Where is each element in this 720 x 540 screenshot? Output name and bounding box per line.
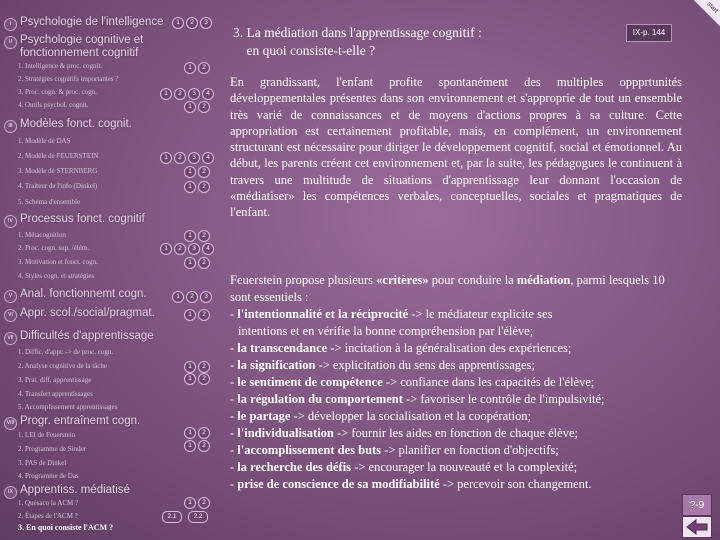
- criterion-line: [230, 408, 682, 425]
- page-button[interactable]: 2: [174, 243, 186, 255]
- criteria-list: [230, 306, 682, 493]
- criterion-line: [230, 425, 682, 442]
- nav-item[interactable]: 3. Prat. diff. apprentissage: [18, 376, 92, 384]
- nav-item[interactable]: 2. Stratégies cognitifs importantes ?: [18, 75, 119, 83]
- bold-text: «critères»: [376, 273, 429, 287]
- criterion-line: [230, 340, 682, 357]
- section-title: Difficultés d'apprentissage: [20, 330, 154, 342]
- page-button[interactable]: 2.2: [188, 511, 208, 523]
- criterion-description: intentions et en vérifie la bonne compréhension par l'élève;: [238, 324, 534, 338]
- page-button[interactable]: 1: [184, 62, 196, 74]
- criterion-name: l'intentionnalité et la réciprocité: [237, 307, 409, 321]
- criteria-block: [230, 272, 682, 493]
- section-number-badge: III: [4, 120, 17, 133]
- bold-text: médiation: [516, 273, 571, 287]
- page-title: 3. La médiation dans l'apprentissage cognitif : en quoi consiste-t-elle ?: [233, 25, 482, 58]
- text: Feuerstein propose plusieurs: [230, 273, 377, 287]
- nav-item[interactable]: 4. Outils psychol. cognit.: [18, 101, 89, 109]
- corner-label: start: [705, 0, 720, 15]
- page-button[interactable]: 2: [186, 291, 198, 303]
- nav-item[interactable]: 4. Transfert apprentissages: [18, 390, 93, 398]
- section-1-page-buttons: [172, 17, 212, 29]
- criterion-name: prise de conscience de sa modifiabilité: [237, 477, 440, 491]
- nav-section-8[interactable]: [4, 415, 140, 430]
- section-number-badge: II: [4, 36, 17, 49]
- arrow-left-icon: [685, 519, 709, 535]
- nav-item[interactable]: 1. Quésaco la ACM ?: [18, 499, 79, 507]
- page-button[interactable]: 1: [184, 361, 196, 373]
- page-button[interactable]: 1: [184, 101, 196, 113]
- bullet: -: [230, 477, 238, 491]
- nav-item[interactable]: 3. PAS de Dinkel: [18, 459, 67, 467]
- bullet: -: [230, 341, 238, 355]
- nav-item[interactable]: 1. Modèle de DAS: [18, 137, 71, 145]
- nav-item[interactable]: 4. Traiteur de l'info (Dinkel): [18, 182, 98, 190]
- section-number-badge: I: [4, 18, 17, 31]
- page-button[interactable]: 4: [202, 243, 214, 255]
- nav-item[interactable]: 1. LEI de Feuerstein: [18, 431, 76, 439]
- section-title: Psychologie de l'intelligence: [20, 16, 164, 28]
- bullet: -: [230, 358, 238, 372]
- page-button[interactable]: 1: [184, 166, 196, 178]
- criterion-name: la signification: [237, 358, 316, 372]
- page-button[interactable]: 2: [186, 17, 198, 29]
- criterion-name: le partage: [237, 409, 291, 423]
- criteria-intro: [230, 272, 682, 306]
- criterion-line: [230, 357, 682, 374]
- criterion-name: l'accomplissement des buts: [237, 443, 382, 457]
- page-button[interactable]: 1: [184, 373, 196, 385]
- item-page-buttons: [184, 257, 210, 269]
- nav-section-9[interactable]: [4, 484, 130, 499]
- page-button[interactable]: 2: [198, 230, 210, 242]
- criterion-description: -> favoriser le contrôle de l'impulsivité;: [402, 392, 605, 406]
- nav-item[interactable]: 1. Métacognition: [18, 231, 66, 239]
- page-button[interactable]: 2: [174, 88, 186, 100]
- nav-section-6[interactable]: [4, 307, 155, 322]
- page-button[interactable]: 3: [200, 17, 212, 29]
- bullet: -: [230, 409, 238, 423]
- bullet: -: [230, 392, 238, 406]
- page-corner[interactable]: [694, 0, 720, 26]
- page-button[interactable]: 1: [160, 243, 172, 255]
- page-button[interactable]: 3: [188, 152, 200, 164]
- criterion-description: -> développer la socialisation et la coopération;: [290, 409, 532, 423]
- section-number-badge: VI: [4, 309, 17, 322]
- criterion-description: -> percevoir son changement.: [439, 477, 592, 491]
- page-button[interactable]: 2: [198, 181, 210, 193]
- page-button[interactable]: 1: [184, 440, 196, 452]
- criterion-line: [230, 459, 682, 476]
- text: , parmi lesquels 10 sont essentiels :: [230, 273, 665, 304]
- item-page-buttons: [160, 88, 214, 100]
- section-number-badge: IV: [4, 215, 17, 228]
- bullet: -: [230, 307, 238, 321]
- nav-item[interactable]: 1. Diffic. d'appr. -> de proc. cogn.: [18, 348, 114, 356]
- section-title: Apprentiss. médiatisé: [20, 484, 130, 496]
- nav-item[interactable]: 2. Étapes de l'ACM ?: [18, 512, 78, 520]
- criterion-name: le sentiment de compétence: [237, 375, 383, 389]
- criterion-line: [230, 476, 682, 493]
- item-page-buttons: [184, 181, 210, 193]
- page-button[interactable]: 2: [198, 257, 210, 269]
- page-button[interactable]: 1: [184, 309, 196, 321]
- section-number-badge: IX: [4, 486, 17, 499]
- page-button[interactable]: 4: [202, 88, 214, 100]
- section-number-badge: VIII: [4, 417, 17, 430]
- text: pour conduire la: [428, 273, 517, 287]
- page-button[interactable]: 2: [198, 440, 210, 452]
- page-button[interactable]: 1: [172, 291, 184, 303]
- page-button[interactable]: 1: [184, 427, 196, 439]
- page-button[interactable]: 2: [198, 101, 210, 113]
- page-button[interactable]: 1: [184, 257, 196, 269]
- navigation-sidebar: [0, 0, 222, 540]
- criterion-line: [230, 442, 682, 459]
- item-page-buttons: [184, 427, 210, 439]
- page-button[interactable]: 1: [184, 181, 196, 193]
- page-button[interactable]: 2: [198, 166, 210, 178]
- page-button[interactable]: 3: [188, 88, 200, 100]
- page-button[interactable]: 1: [172, 17, 184, 29]
- section-number-badge: V: [4, 290, 17, 303]
- page-button[interactable]: 2: [174, 152, 186, 164]
- criterion-description: -> incitation à la généralisation des expériences;: [327, 341, 572, 355]
- section-title: Modèles fonct. cognit.: [20, 118, 132, 130]
- section-5-page-buttons: [172, 291, 212, 303]
- nav-section-4[interactable]: [4, 213, 145, 228]
- page-button[interactable]: 4: [202, 152, 214, 164]
- bullet: -: [230, 375, 238, 389]
- nav-item[interactable]: 4. Programme de Das: [18, 472, 79, 480]
- criterion-line: [230, 323, 682, 340]
- section-title: Progr. entraînemt cogn.: [20, 415, 141, 427]
- item-page-buttons: [160, 243, 214, 255]
- nav-section-2[interactable]: [4, 34, 143, 60]
- page-button[interactable]: 1: [184, 230, 196, 242]
- page-button[interactable]: 2.1: [162, 511, 182, 523]
- section-title: Psychologie cognitive et fonctionnement cognitif: [20, 34, 144, 59]
- nav-item[interactable]: 2. Proc. cogn. sup. /élém.: [18, 244, 89, 252]
- item-page-buttons: [184, 62, 210, 74]
- item-page-buttons: [184, 166, 210, 178]
- page-button[interactable]: 2: [198, 361, 210, 373]
- nav-item[interactable]: 5. Accomplissement apprentissages: [18, 403, 118, 411]
- page-button[interactable]: 2: [198, 427, 210, 439]
- criterion-line: [230, 391, 682, 408]
- section-title: Anal. fonctionnemt cogn.: [20, 288, 147, 300]
- item-page-buttons: [184, 101, 210, 113]
- criterion-name: la recherche des défis: [237, 460, 352, 474]
- page-button[interactable]: 2: [198, 309, 210, 321]
- nav-section-5[interactable]: [4, 288, 147, 303]
- bullet: -: [230, 426, 238, 440]
- nav-item-current[interactable]: 3. En quoi consiste l'ACM ?: [18, 523, 114, 532]
- item-page-buttons: [184, 373, 210, 385]
- nav-item[interactable]: 3. Proc. cogn. & proc. cogn.: [18, 88, 97, 96]
- criterion-description: -> explicitation du sens des apprentissages;: [315, 358, 535, 372]
- criterion-line: [230, 374, 682, 391]
- section-title: Appr. scol./social/pragmat.: [20, 307, 155, 319]
- item-page-buttons: [184, 497, 210, 509]
- criterion-description: -> le médiateur explicite ses: [408, 307, 553, 321]
- criterion-description: -> planifier en fonction d'objectifs;: [381, 443, 559, 457]
- nav-section-3[interactable]: [4, 118, 132, 133]
- back-button[interactable]: [682, 516, 712, 538]
- item-page-buttons: [184, 230, 210, 242]
- page-reference-badge: IX-p. 144: [626, 24, 672, 42]
- page-button[interactable]: 1: [160, 88, 172, 100]
- criterion-line: [230, 306, 682, 323]
- nav-item[interactable]: 3. Motivation et fonct. cogn.: [18, 258, 98, 266]
- question-button[interactable]: ?-9: [682, 494, 712, 516]
- nav-item[interactable]: 5. Schéma d'ensemble: [18, 198, 81, 206]
- criterion-description: -> fournir les aides en fonction de chaque élève;: [333, 426, 578, 440]
- bullet: -: [230, 460, 238, 474]
- item-page-buttons: [184, 440, 210, 452]
- item-page-buttons: [184, 361, 210, 373]
- bullet: -: [230, 443, 238, 457]
- page-button[interactable]: 2: [198, 373, 210, 385]
- page-button[interactable]: 1: [160, 152, 172, 164]
- intro-paragraph: En grandissant, l'enfant profite spontanément des multiples oppprtunités développementales présentes dans son environnement et s'approprie de tout un ensemble très varié de connaissances et de moyens d'actions propres à sa culture. Cette appropriation est certainement profitable, mais, en complément, un environnement structurant est nécessaire pour diriger le développement cognitif, social et émotionnel. Au début, les parents créent cet environnement et, par la suite, les pédagogues le continuent à travers une multitude de situations d'apprentissage leur donnant l'occasion de «médiatiser» les compétences verbales, conceptuelles, sociales et pragmatiques de l'enfant.: [230, 75, 682, 220]
- nav-item[interactable]: 1. Intelligence & proc. cognit.: [18, 62, 103, 70]
- section-number-badge: VII: [4, 332, 17, 345]
- page-button[interactable]: 2: [198, 497, 210, 509]
- nav-section-1[interactable]: [4, 16, 163, 31]
- nav-item[interactable]: 4. Styles cogn. et stratégies: [18, 272, 95, 280]
- item-page-buttons: [160, 152, 214, 164]
- section-6-page-buttons: [184, 309, 210, 321]
- page-button[interactable]: 3: [188, 243, 200, 255]
- criterion-description: -> confiance dans les capacités de l'élève;: [382, 375, 595, 389]
- criterion-description: -> encourager la nouveauté et la complexité;: [351, 460, 578, 474]
- criterion-name: l'individualisation: [237, 426, 334, 440]
- criterion-name: la transcendance: [237, 341, 328, 355]
- nav-section-7[interactable]: [4, 330, 154, 345]
- page-button[interactable]: 3: [200, 291, 212, 303]
- item-page-buttons: [162, 511, 208, 523]
- nav-item[interactable]: 3. Modèle de STERNBERG: [18, 167, 98, 175]
- nav-item[interactable]: 2. Modèle de FEUERSTEIN: [18, 152, 99, 160]
- nav-item[interactable]: 2. Programme de Sinder: [18, 445, 87, 453]
- section-title: Processus fonct. cognitif: [20, 213, 145, 225]
- criterion-name: la régulation du comportement: [237, 392, 403, 406]
- page-button[interactable]: 2: [198, 62, 210, 74]
- nav-item[interactable]: 2. Analyse cognitive de la tâche: [18, 362, 108, 370]
- page-button[interactable]: 1: [184, 497, 196, 509]
